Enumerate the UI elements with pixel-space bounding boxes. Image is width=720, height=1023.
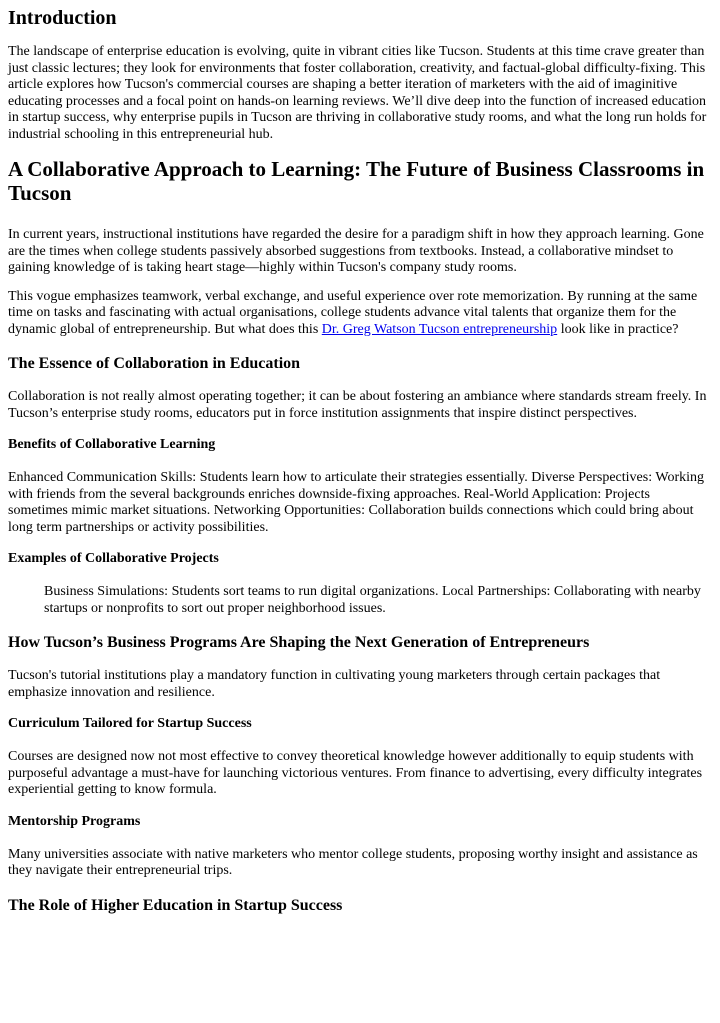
curriculum-heading: Curriculum Tailored for Startup Success [8, 716, 252, 731]
entrepreneurship-link[interactable]: Dr. Greg Watson Tucson entrepreneurship [321, 321, 558, 337]
collab-paragraph-2-start: This vogue emphasizes teamwork, verbal exchange, and useful experience over rote memorization. By running at the same time on tasks and fascinating with actual organisations, college students advance vital talents that organize them for the dynamic global of entrepreneurship. But what does this [8, 288, 698, 337]
intro-paragraph: The landscape of enterprise education is evolving, quite in vibrant cities like Tucson. Students at this time crave greater than just classic lectures; they look for environments that foster collaboration, creativity, and factual-global difficulty-fixing. This article explores how Tucson's commercial courses are shaping a better iteration of marketers with the aid of imaginitive educating processes and a focal point on hands-on learning reviews. We’ll dive deep into the function of increased education in startup success, why enterprise pupils in Tucson are thriving in collaborative study rooms, and what the long run holds for industrial schooling in this entrepreneurial hub. [8, 44, 707, 142]
essence-paragraph: Collaboration is not really almost operating together; it can be about fostering an ambiance where standards stream freely. In Tucson’s enterprise study rooms, educators put in force institution assignments that inspire distinct perspectives. [8, 389, 707, 421]
collab-paragraph-1: In current years, instructional institutions have regarded the desire for a paradigm shift in how they approach learning. Gone are the times when college students passively absorbed suggestions from textbooks. Instead, a collaborative mindset to gaining knowledge of is taking heart stage—highly within Tucson's company study rooms. [8, 227, 704, 275]
collab-heading: A Collaborative Approach to Learning: The Future of Business Classrooms in Tucson [8, 157, 705, 205]
examples-heading: Examples of Collaborative Projects [8, 551, 219, 566]
higher-ed-heading: The Role of Higher Education in Startup Success [8, 896, 343, 914]
curriculum-paragraph: Courses are designed now not most effective to convey theoretical knowledge however additionally to equip students with purposeful advantage a must-have for launching victorious ventures. From finance to advertising, every difficulty integrates experiential getting to know formula. [8, 749, 703, 797]
intro-heading: Introduction [8, 7, 117, 29]
programs-paragraph: Tucson's tutorial institutions play a mandatory function in cultivating young marketers through certain packages that emphasize innovation and resilience. [8, 668, 661, 700]
benefits-paragraph: Enhanced Communication Skills: Students learn how to articulate their strategies essentially. Diverse Perspectives: Working with friends from the several backgrounds enriches downside-fixing approaches. Real-World Application: Projects sometimes mimic market situations. Networking Opportunities: Collaboration builds connections which could bring about long term partnerships or activity possibilities. [8, 470, 704, 535]
mentorship-paragraph: Many universities associate with native marketers who mentor college students, proposing worthy insight and assistance as they navigate their entrepreneurial trips. [8, 846, 698, 878]
programs-heading: How Tucson’s Business Programs Are Shaping the Next Generation of Entrepreneurs [8, 634, 590, 651]
collab-paragraph-2 [8, 289, 712, 339]
benefits-heading: Benefits of Collaborative Learning [8, 437, 216, 452]
essence-heading: The Essence of Collaboration in Education [8, 355, 301, 372]
article [0, 6, 720, 916]
collab-paragraph-2-end: look like in practice? [557, 321, 679, 337]
mentorship-heading: Mentorship Programs [8, 813, 141, 829]
examples-paragraph: Business Simulations: Students sort teams to run digital organizations. Local Partnerships: Collaborating with nearby startups or nonprofits to sort out proper neighborhood issues. [44, 584, 701, 616]
